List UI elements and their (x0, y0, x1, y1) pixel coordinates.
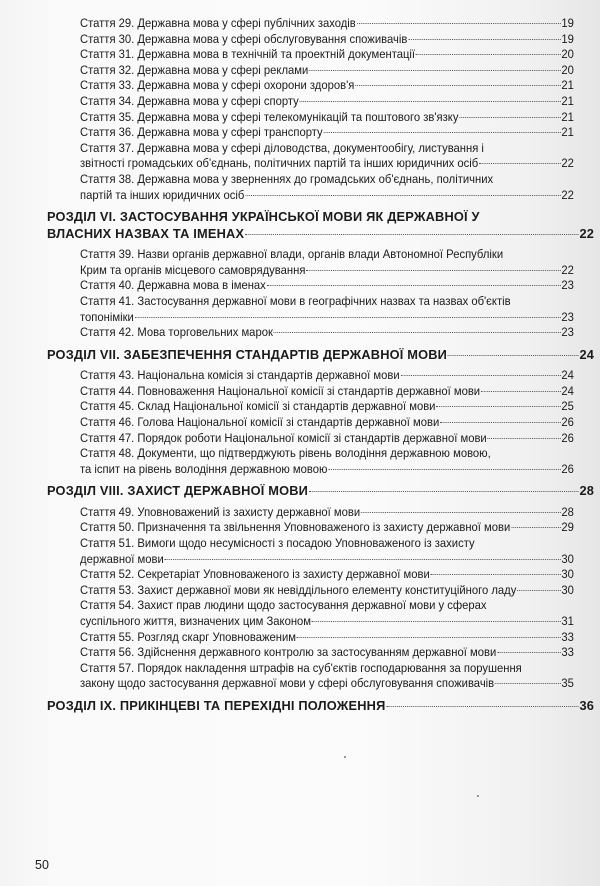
entry-title-line: Стаття 57. Порядок накладення штрафів на суб'єктів господарювання за порушення (80, 660, 522, 675)
entry-title-line: Стаття 44. Повноваження Національної комісії зі стандартів державної мови (80, 383, 481, 398)
toc-article-entry (80, 567, 574, 583)
dot-leader (495, 683, 560, 684)
toc-article-entry (80, 661, 574, 692)
entry-title-line: Стаття 51. Вимоги щодо несумісності з посадою Уповноваженого із захисту (80, 536, 475, 551)
entry-title-line: Стаття 46. Голова Національної комісії зі стандартів державної мови (80, 414, 440, 429)
dot-leader (408, 39, 560, 40)
dot-leader (401, 375, 561, 376)
paper-speck (477, 795, 479, 797)
entry-last-line (80, 415, 574, 431)
entry-last-line (80, 94, 574, 110)
entry-page-number: 31 (561, 614, 574, 628)
entry-title-line: Стаття 33. Державна мова у сфері охорони здоров'я (80, 78, 355, 93)
toc-article-entry (80, 630, 574, 646)
entry-title-line: звітності громадських об'єднань, політичних партій та інших юридичних осіб (80, 156, 479, 171)
dot-leader (386, 706, 578, 707)
entry-last-line (80, 63, 574, 79)
entry-title-line: Стаття 50. Призначення та звільнення Уповноваженого із захисту державної мови (80, 520, 511, 535)
toc-article-entry (80, 172, 574, 203)
entry-page-number: 23 (561, 278, 574, 293)
entry-page-number: 35 (561, 676, 574, 691)
entry-last-line (80, 188, 574, 204)
entry-page-number: 33 (561, 645, 574, 660)
toc-article-entry (80, 94, 574, 110)
entry-page-number: 29 (561, 520, 574, 535)
toc-section-entry (47, 209, 594, 242)
dot-leader (436, 406, 560, 407)
entry-title-line: Стаття 54. Захист прав людини щодо застосування державної мови у сферах (80, 598, 487, 613)
entry-page-number: 19 (561, 16, 574, 30)
entry-last-line (47, 347, 594, 364)
entry-last-line (80, 278, 574, 294)
dot-leader (479, 163, 560, 164)
entry-title-line: ВЛАСНИХ НАЗВАХ ТА ІМЕНАХ (47, 225, 245, 241)
entry-last-line (80, 676, 574, 692)
entry-last-line (80, 310, 574, 326)
entry-last-line (80, 32, 574, 48)
entry-title-line: Крим та органів місцевого самоврядування (80, 262, 306, 277)
toc-article-entry (80, 431, 574, 447)
entry-page-number: 22 (579, 225, 595, 241)
dot-leader (245, 234, 578, 235)
entry-last-line (80, 505, 574, 521)
entry-page-number: 24 (561, 383, 574, 398)
entry-page-number: 22 (561, 156, 574, 171)
entry-last-line (80, 431, 574, 447)
entry-title-line: Стаття 53. Захист державної мови як невіддільного елементу конституційного ладу (80, 582, 517, 597)
entry-page-number: 30 (561, 582, 574, 597)
entry-last-line (80, 567, 574, 583)
entry-title-line: Стаття 55. Розгляд скарг Уповноваженим (80, 629, 296, 644)
entry-title-line: Стаття 32. Державна мова у сфері реклами (80, 62, 309, 77)
toc-article-entry (80, 399, 574, 415)
entry-last-line (80, 614, 574, 630)
toc-article-entry (80, 368, 574, 384)
dot-leader (274, 332, 561, 333)
entry-last-line (80, 156, 574, 172)
entry-title-line: Стаття 40. Державна мова в іменах (80, 278, 266, 293)
entry-page-number: 20 (561, 62, 574, 77)
entry-page-number: 26 (561, 430, 574, 445)
dot-leader (309, 70, 560, 71)
entry-title-line: Стаття 29. Державна мова у сфері публічних заходів (80, 16, 356, 30)
entry-title-line: Стаття 43. Національна комісія зі стандартів державної мови (80, 368, 400, 383)
entry-page-number: 30 (561, 567, 574, 582)
entry-page-number: 22 (561, 187, 574, 202)
entry-last-line (47, 483, 594, 500)
entry-last-line (80, 325, 574, 341)
entry-page-number: 20 (561, 47, 574, 62)
toc-article-entry (80, 415, 574, 431)
toc-article-entry (80, 247, 574, 278)
entry-page-number: 36 (579, 697, 595, 713)
entry-title-line: та іспит на рівень володіння державною мовою (80, 461, 328, 476)
entry-page-number: 28 (579, 483, 595, 499)
entry-title-line: Стаття 35. Державна мова у сфері телекомунікацій та поштового зв'язку (80, 109, 459, 124)
dot-leader (459, 117, 560, 118)
toc-article-entry (80, 47, 574, 63)
entry-title-line: партій та інших юридичних осіб (80, 187, 245, 202)
entry-title-line: Стаття 36. Державна мова у сфері транспорту (80, 125, 323, 140)
entry-title-line: Стаття 30. Державна мова у сфері обслуговування споживачів (80, 31, 408, 46)
entry-last-line (80, 630, 574, 646)
page-number: 50 (35, 858, 49, 872)
entry-title-line: Стаття 45. Склад Національної комісії зі стандартів державної мови (80, 399, 436, 414)
entry-title-line: РОЗДІЛ IX. ПРИКІНЦЕВІ ТА ПЕРЕХІДНІ ПОЛОЖЕННЯ (47, 697, 386, 713)
toc-article-entry (80, 278, 574, 294)
entry-page-number: 21 (561, 109, 574, 124)
toc-article-entry (80, 536, 574, 567)
dot-leader (511, 527, 560, 528)
entry-title-line: Стаття 56. Здійснення державного контролю за застосуванням державної мови (80, 645, 497, 660)
entry-page-number: 28 (561, 504, 574, 519)
dot-leader (267, 285, 561, 286)
toc-article-entry (80, 125, 574, 141)
entry-last-line (80, 583, 574, 599)
entry-title-line: Стаття 34. Державна мова у сфері спорту (80, 93, 299, 108)
entry-title-line: Стаття 48. Документи, що підтверджують рівень володіння державною мовою, (80, 446, 491, 461)
toc-article-entry (80, 78, 574, 94)
entry-title-line: РОЗДІЛ VI. ЗАСТОСУВАННЯ УКРАЇНСЬКОЇ МОВИ ЯК ДЕРЖАВНОЇ У (47, 209, 480, 225)
entry-title-line: Стаття 39. Назви органів державної влади, органів влади Автономної Республіки (80, 247, 504, 262)
dot-leader (481, 391, 560, 392)
entry-page-number: 21 (561, 93, 574, 108)
toc-article-entry (80, 32, 574, 48)
entry-title-line: Стаття 42. Мова торговельних марок (80, 325, 273, 340)
entry-page-number: 22 (561, 262, 574, 277)
entry-page-number: 26 (561, 461, 574, 476)
entry-last-line (47, 698, 594, 715)
toc-section-entry (47, 698, 594, 715)
dot-leader (497, 652, 560, 653)
entry-page-number: 23 (561, 325, 574, 340)
dot-leader (355, 85, 560, 86)
entry-last-line (80, 384, 574, 400)
entry-last-line (80, 368, 574, 384)
entry-title-line: Стаття 38. Державна мова у зверненнях до громадських об'єднань, політичних (80, 171, 494, 186)
toc-article-entry (80, 520, 574, 536)
toc-article-entry (80, 645, 574, 661)
entry-title-line: топоніміки (80, 309, 134, 324)
dot-leader (165, 559, 561, 560)
entry-last-line (80, 110, 574, 126)
entry-page-number: 21 (561, 125, 574, 140)
entry-page-number: 21 (561, 78, 574, 93)
entry-last-line (80, 47, 574, 63)
toc-article-entry (80, 505, 574, 521)
entry-title-line: суспільного життя, визначених цим Законом (80, 614, 312, 628)
entry-last-line (47, 226, 594, 243)
dot-leader (297, 637, 560, 638)
entry-page-number: 23 (561, 309, 574, 324)
entry-last-line (80, 520, 574, 536)
dot-leader (309, 491, 578, 492)
dot-leader (324, 132, 561, 133)
entry-last-line (80, 78, 574, 94)
dot-leader (416, 54, 560, 55)
toc-article-entry (80, 294, 574, 325)
toc-article-entry (80, 63, 574, 79)
entry-last-line (80, 462, 574, 478)
paper-speck (344, 756, 346, 758)
toc-article-entry (80, 598, 574, 629)
entry-page-number: 19 (561, 31, 574, 46)
dot-leader (361, 512, 560, 513)
toc-article-entry (80, 16, 574, 32)
entry-title-line: Стаття 31. Державна мова в технічній та проектній документації (80, 47, 416, 62)
toc-section-entry (47, 483, 594, 500)
entry-page-number: 30 (561, 551, 574, 566)
entry-page-number: 26 (561, 414, 574, 429)
entry-page-number: 24 (561, 368, 574, 383)
dot-leader (357, 23, 561, 24)
dot-leader (135, 317, 561, 318)
dot-leader (488, 438, 561, 439)
dot-leader (448, 355, 578, 356)
entry-title-line: Стаття 41. Застосування державної мови в географічних назвах та назвах об'єктів (80, 293, 511, 308)
entry-last-line (80, 16, 574, 32)
dot-leader (300, 101, 561, 102)
toc-article-entry (80, 446, 574, 477)
dot-leader (440, 422, 560, 423)
entry-title-line: Стаття 37. Державна мова у сфері діловодства, документообігу, листування і (80, 140, 484, 155)
dot-leader (306, 270, 560, 271)
entry-last-line (80, 263, 574, 279)
toc-article-entry (80, 141, 574, 172)
toc-article-entry (80, 583, 574, 599)
dot-leader (517, 590, 560, 591)
entry-title-line: РОЗДІЛ VIII. ЗАХИСТ ДЕРЖАВНОЇ МОВИ (47, 483, 309, 499)
entry-last-line (80, 645, 574, 661)
entry-last-line (80, 552, 574, 568)
entry-title-line: Стаття 49. Уповноважений із захисту державної мови (80, 504, 361, 519)
toc-article-entry (80, 384, 574, 400)
entry-page-number: 33 (561, 629, 574, 644)
toc-article-entry (80, 110, 574, 126)
entry-page-number: 25 (561, 399, 574, 414)
dot-leader (312, 621, 560, 622)
entry-title-line: РОЗДІЛ VII. ЗАБЕЗПЕЧЕННЯ СТАНДАРТІВ ДЕРЖАВНОЇ МОВИ (47, 346, 448, 362)
entry-last-line (80, 399, 574, 415)
entry-title-line: закону щодо застосування державної мови у сфері обслуговування споживачів (80, 676, 495, 691)
entry-page-number: 24 (579, 346, 595, 362)
dot-leader (245, 195, 560, 196)
entry-title-line: Стаття 52. Секретаріат Уповноваженого із захисту державної мови (80, 567, 430, 582)
entry-last-line (80, 125, 574, 141)
dot-leader (431, 574, 561, 575)
table-of-contents (0, 16, 600, 719)
entry-title-line: державної мови (80, 551, 164, 566)
toc-section-entry (47, 347, 594, 364)
entry-title-line: Стаття 47. Порядок роботи Національної комісії зі стандартів державної мови (80, 430, 487, 445)
dot-leader (328, 469, 560, 470)
toc-article-entry (80, 325, 574, 341)
